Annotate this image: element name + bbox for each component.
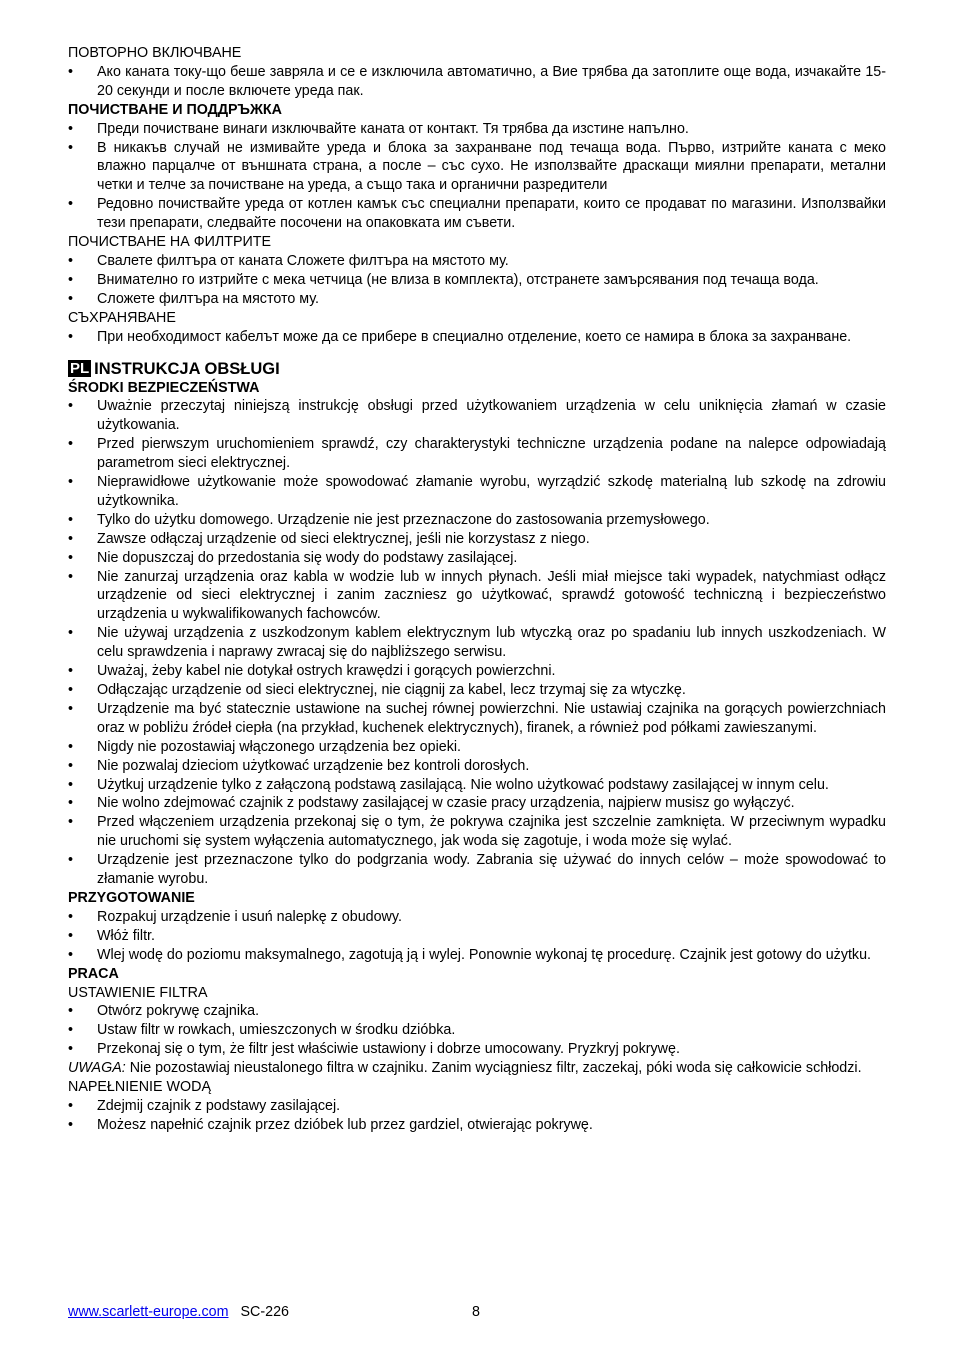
list-item: • Сложете филтъра на мястото му.: [68, 290, 886, 309]
list-item: • Nie używaj urządzenia z uszkodzonym kablem elektrycznym lub wtyczką oraz po spadaniu lub innych uszkodzeniach. W celu sprawdzenia i naprawy zwracaj się do najbliższego serwisu.: [68, 624, 886, 662]
list-filter-cleaning: [68, 252, 886, 309]
warning-note: [68, 1059, 886, 1078]
list-item: • Urządzenie ma być statecznie ustawione na suchej równej powierzchni. Nie ustawiaj czajnika na gorących powierzchniach oraz w pobliżu źródeł ciepła (na przykład, kuchenek elektrycznych), firanek, a również pod półkami zawieszanymi.: [68, 700, 886, 738]
list-item: • Wlej wodę do poziomu maksymalnego, zagotują ją i wylej. Ponownie wykonaj tę procedurę. Czajnik jest gotowy do użytku.: [68, 946, 886, 965]
list-item: • Odłączając urządzenie od sieci elektrycznej, nie ciągnij za kabel, lecz trzymaj się za wtyczkę.: [68, 681, 886, 700]
list-item: • Tylko do użytku domowego. Urządzenie nie jest przeznaczone do zastosowania przemysłowego.: [68, 511, 886, 530]
list-filter-setup: [68, 1002, 886, 1059]
list-item: • Преди почистване винаги изключвайте каната от контакт. Тя трябва да изстине напълно.: [68, 120, 886, 139]
list-item: • Nieprawidłowe użytkowanie może spowodować złamanie wyrobu, wyrządzić szkodę materialną lub szkodę na zdrowiu użytkownika.: [68, 473, 886, 511]
list-item: • Rozpakuj urządzenie i usuń nalepkę z obudowy.: [68, 908, 886, 927]
heading-filling: NAPEŁNIENIE WODĄ: [68, 1079, 211, 1096]
list-item: • Otwórz pokrywę czajnika.: [68, 1002, 886, 1021]
website-link[interactable]: www.scarlett-europe.com: [68, 1304, 229, 1320]
list-item: • Nie wolno zdejmować czajnik z podstawy zasilającej w czasie pracy urządzenia, najpierw musisz go wyłączyć.: [68, 794, 886, 813]
heading-restart: ПОВТОРНО ВКЛЮЧВАНЕ: [68, 45, 242, 61]
heading-safety: ŚRODKI BEZPIECZEŃSTWA: [68, 379, 260, 396]
list-item: • Nie dopuszczaj do przedostania się wody do podstawy zasilającej.: [68, 549, 886, 568]
heading-filter-setup: USTAWIENIE FILTRA: [68, 984, 208, 1001]
list-item: • Przed pierwszym uruchomieniem sprawdź, czy charakterystyki techniczne urządzenia podane na nalepce odpowiadają parametrom sieci elektrycznej.: [68, 435, 886, 473]
list-item: • Przekonaj się o tym, że filtr jest właściwie ustawiony i dobrze umocowany. Pryzkryj pokrywę.: [68, 1040, 886, 1059]
section-title-pl: [68, 359, 886, 379]
list-item: • При необходимост кабелът може да се прибере в специално отделение, което се намира в блока за захранване.: [68, 328, 886, 347]
list-item: • Nie pozwalaj dzieciom użytkować urządzenie bez kontroli dorosłych.: [68, 757, 886, 776]
language-badge: PL: [70, 360, 90, 377]
list-item: • Uważaj, żeby kabel nie dotykał ostrych krawędzi i gorących powierzchni.: [68, 662, 886, 681]
heading-preparation: PRZYGOTOWANIE: [68, 889, 195, 906]
list-cleaning: [68, 120, 886, 233]
list-filling: [68, 1097, 886, 1135]
heading-cleaning: ПОЧИСТВАНЕ И ПОДДРЪЖКА: [68, 101, 282, 118]
list-item: • Przed włączeniem urządzenia przekonaj się o tym, że pokrywa czajnika jest szczelnie zamknięta. W przeciwnym wypadku nie uruchomi się system wyłączenia automatycznego, jak woda się zagotuje, i woda może się wylać.: [68, 813, 886, 851]
page-number: 8: [472, 1304, 480, 1320]
warning-label: UWAGA:: [68, 1060, 126, 1077]
document-page: [68, 44, 886, 1135]
model-number: SC-226: [240, 1304, 289, 1320]
list-item: • Nigdy nie pozostawiaj włączonego urządzenia bez opieki.: [68, 738, 886, 757]
list-item: • В никакъв случай не измивайте уреда и блока за захранване под течаща вода. Първо, изтрийте каната с меко влажно парцалче от външната страна, а после – със сухо. Не използвайте драскащи миялни препарати, метални четки и телче за почистване на уреда, а също така и органични разредители: [68, 139, 886, 196]
page-footer: [68, 1303, 886, 1323]
list-preparation: [68, 908, 886, 965]
list-item: • Nie zanurzaj urządzenia oraz kabla w wodzie lub w innych płynach. Jeśli miał miejsce taki wypadek, natychmiast odłącz urządzenie od sieci elektrycznej i zanim zaczniesz go użytkować, sprawdź gotowość techniczną i bezpieczeństwo urządzenia u wykwalifikowanych fachowców.: [68, 568, 886, 625]
list-item: • Zawsze odłączaj urządzenie od sieci elektrycznej, jeśli nie korzystasz z niego.: [68, 530, 886, 549]
list-storage: [68, 328, 886, 347]
list-item: • Użytkuj urządzenie tylko z załączoną podstawą zasilającą. Nie wolno użytkować podstawy zasilającej w innym celu.: [68, 776, 886, 795]
list-item: • Włóż filtr.: [68, 927, 886, 946]
list-item: • Редовно почиствайте уреда от котлен камък със специални препарати, които се продават по магазини. Използвайки тези препарати, следвайте посочени на опаковката им съвети.: [68, 195, 886, 233]
list-item: • Внимателно го изтрийте с мека четчица (не влиза в комплекта), отстранете замърсявания под течаща вода.: [68, 271, 886, 290]
list-item: • Свалете филтъра от каната Сложете филтъра на мястото му.: [68, 252, 886, 271]
list-item: • Możesz napełnić czajnik przez dzióbek lub przez gardziel, otwierając pokrywę.: [68, 1116, 886, 1135]
heading-filter-cleaning: ПОЧИСТВАНЕ НА ФИЛТРИТЕ: [68, 234, 272, 251]
heading-storage: СЪХРАНЯВАНЕ: [68, 309, 176, 326]
warning-text: Nie pozostawiaj nieustalonego filtra w czajniku. Zanim wyciągniesz filtr, zaczekaj, póki woda się całkowicie schłodzi.: [125, 1060, 862, 1077]
list-item: • Ustaw filtr w rowkach, umieszczonych w środku dzióbka.: [68, 1021, 886, 1040]
list-restart: [68, 63, 886, 101]
list-item: • Urządzenie jest przeznaczone tylko do podgrzania wody. Zabrania się używać do innych celów – może spowodować to złamanie wyrobu.: [68, 851, 886, 889]
list-safety: [68, 397, 886, 889]
list-item: • Ако каната току-що беше завряла и се е изключила автоматично, а Вие трябва да затоплите още вода, изчакайте 15-20 секунди и после включете уреда пак.: [68, 63, 886, 101]
list-item: • Uważnie przeczytaj niniejszą instrukcję obsługi przed użytkowaniem urządzenia w celu uniknięcia złamań w czasie użytkowania.: [68, 397, 886, 435]
heading-operation: PRACA: [68, 965, 119, 982]
section-title-text: INSTRUKCJA OBSŁUGI: [94, 359, 280, 378]
list-item: • Zdejmij czajnik z podstawy zasilającej.: [68, 1097, 886, 1116]
